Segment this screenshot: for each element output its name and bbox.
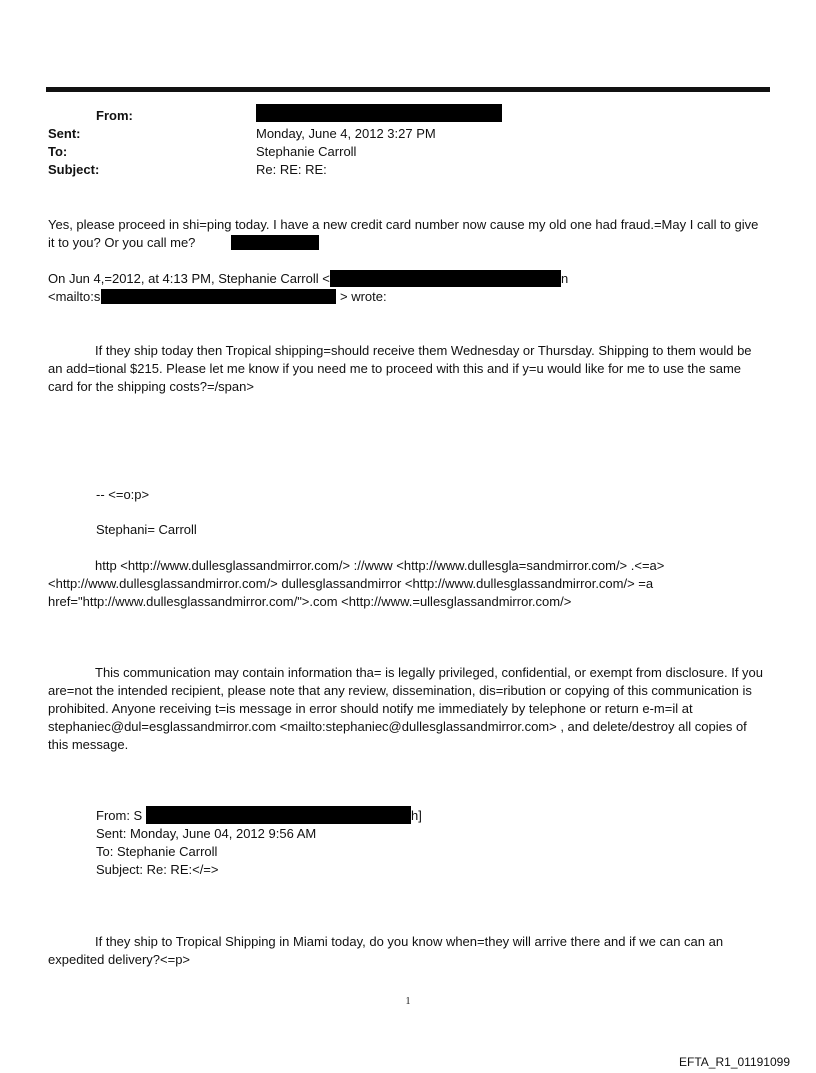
quote-line-text: > wrote: [340, 289, 387, 304]
body-text: If they ship to Tropical Shipping in Miami today, do you know when=they will arrive there and if we can can an expedited delivery?<=p> [48, 934, 724, 967]
body-text: Yes, please proceed in shi=ping today. I have a new credit card number now cause my old one had fraud.=May I call to give it to you? Or you call me? [48, 217, 759, 250]
to-value: Stephanie Carroll [256, 144, 357, 159]
subject-value: Re: RE: RE: [256, 162, 327, 177]
to-label: To: [48, 144, 68, 159]
disclaimer-text: This communication may contain information tha= is legally privileged, confidential, or exempt from disclosure. If you are=not the intended recipient, please note that any review, dissemination, dis=ribution or copying of this communication is prohibited. Anyone receiving t=is message in error should notify me immediately by telephone or return e-m=il at stephaniec@dul=esglassandmirror.com <mailto:stephaniec@dullesglassandmirror.com> , and delete/destroy all copies of this message. [48, 665, 764, 752]
subject-label: Subject: [48, 162, 100, 177]
redaction-bar [101, 289, 336, 304]
sent-value: Monday, June 4, 2012 3:27 PM [256, 126, 436, 141]
quote-line-text: On Jun 4,=2012, at 4:13 PM, Stephanie Carroll < [48, 271, 330, 286]
body-text: If they ship today then Tropical shipping=should receive them Wednesday or Thursday. Shipping to them would be an add=tional $215. Please let me know if you need me to proceed with this and if y=u would like for me to use the same card for the shipping costs?=/span> [48, 343, 752, 394]
disclaimer-paragraph [48, 664, 764, 754]
bates-number: EFTA_R1_01191099 [679, 1055, 790, 1069]
signature-name: Stephani= Carroll [96, 522, 197, 537]
link-paragraph [48, 557, 764, 611]
quote-line-text: n [561, 271, 569, 286]
body-paragraph [48, 342, 764, 396]
sent-label: Sent: [48, 126, 81, 141]
signature-dash: -- <=o:p> [96, 487, 150, 502]
header-rule [46, 87, 770, 92]
fwd-subject-line: Subject: Re: RE:</=> [96, 862, 219, 877]
fwd-from-text: From: S [96, 808, 143, 823]
page-number: 1 [405, 996, 411, 1007]
fwd-from-text: h] [411, 808, 422, 823]
redaction-bar [146, 806, 411, 824]
quote-line-text: <mailto:s [48, 289, 101, 304]
from-label: From: [96, 108, 133, 123]
redaction-bar [256, 104, 502, 122]
fwd-to-line: To: Stephanie Carroll [96, 844, 218, 859]
redaction-bar [231, 235, 319, 250]
body-paragraph [48, 216, 764, 252]
redaction-bar [330, 270, 561, 287]
link-text: http <http://www.dullesglassandmirror.com/> ://www <http://www.dullesgla=sandmirror.com/> .<=a> <http://www.dullesglassandmirror.com/> dullesglassandmirror <http://www.dullesglassandmirror.com/> =a href="http://www.dullesglassandmirror.com/">.com <http://www.=ullesglassandmirror.com/> [48, 558, 665, 609]
fwd-sent-line: Sent: Monday, June 04, 2012 9:56 AM [96, 826, 317, 841]
header-sent-row [48, 125, 81, 143]
body-paragraph [48, 933, 764, 969]
header-subject-row [48, 161, 99, 179]
header-to-row [48, 143, 67, 161]
